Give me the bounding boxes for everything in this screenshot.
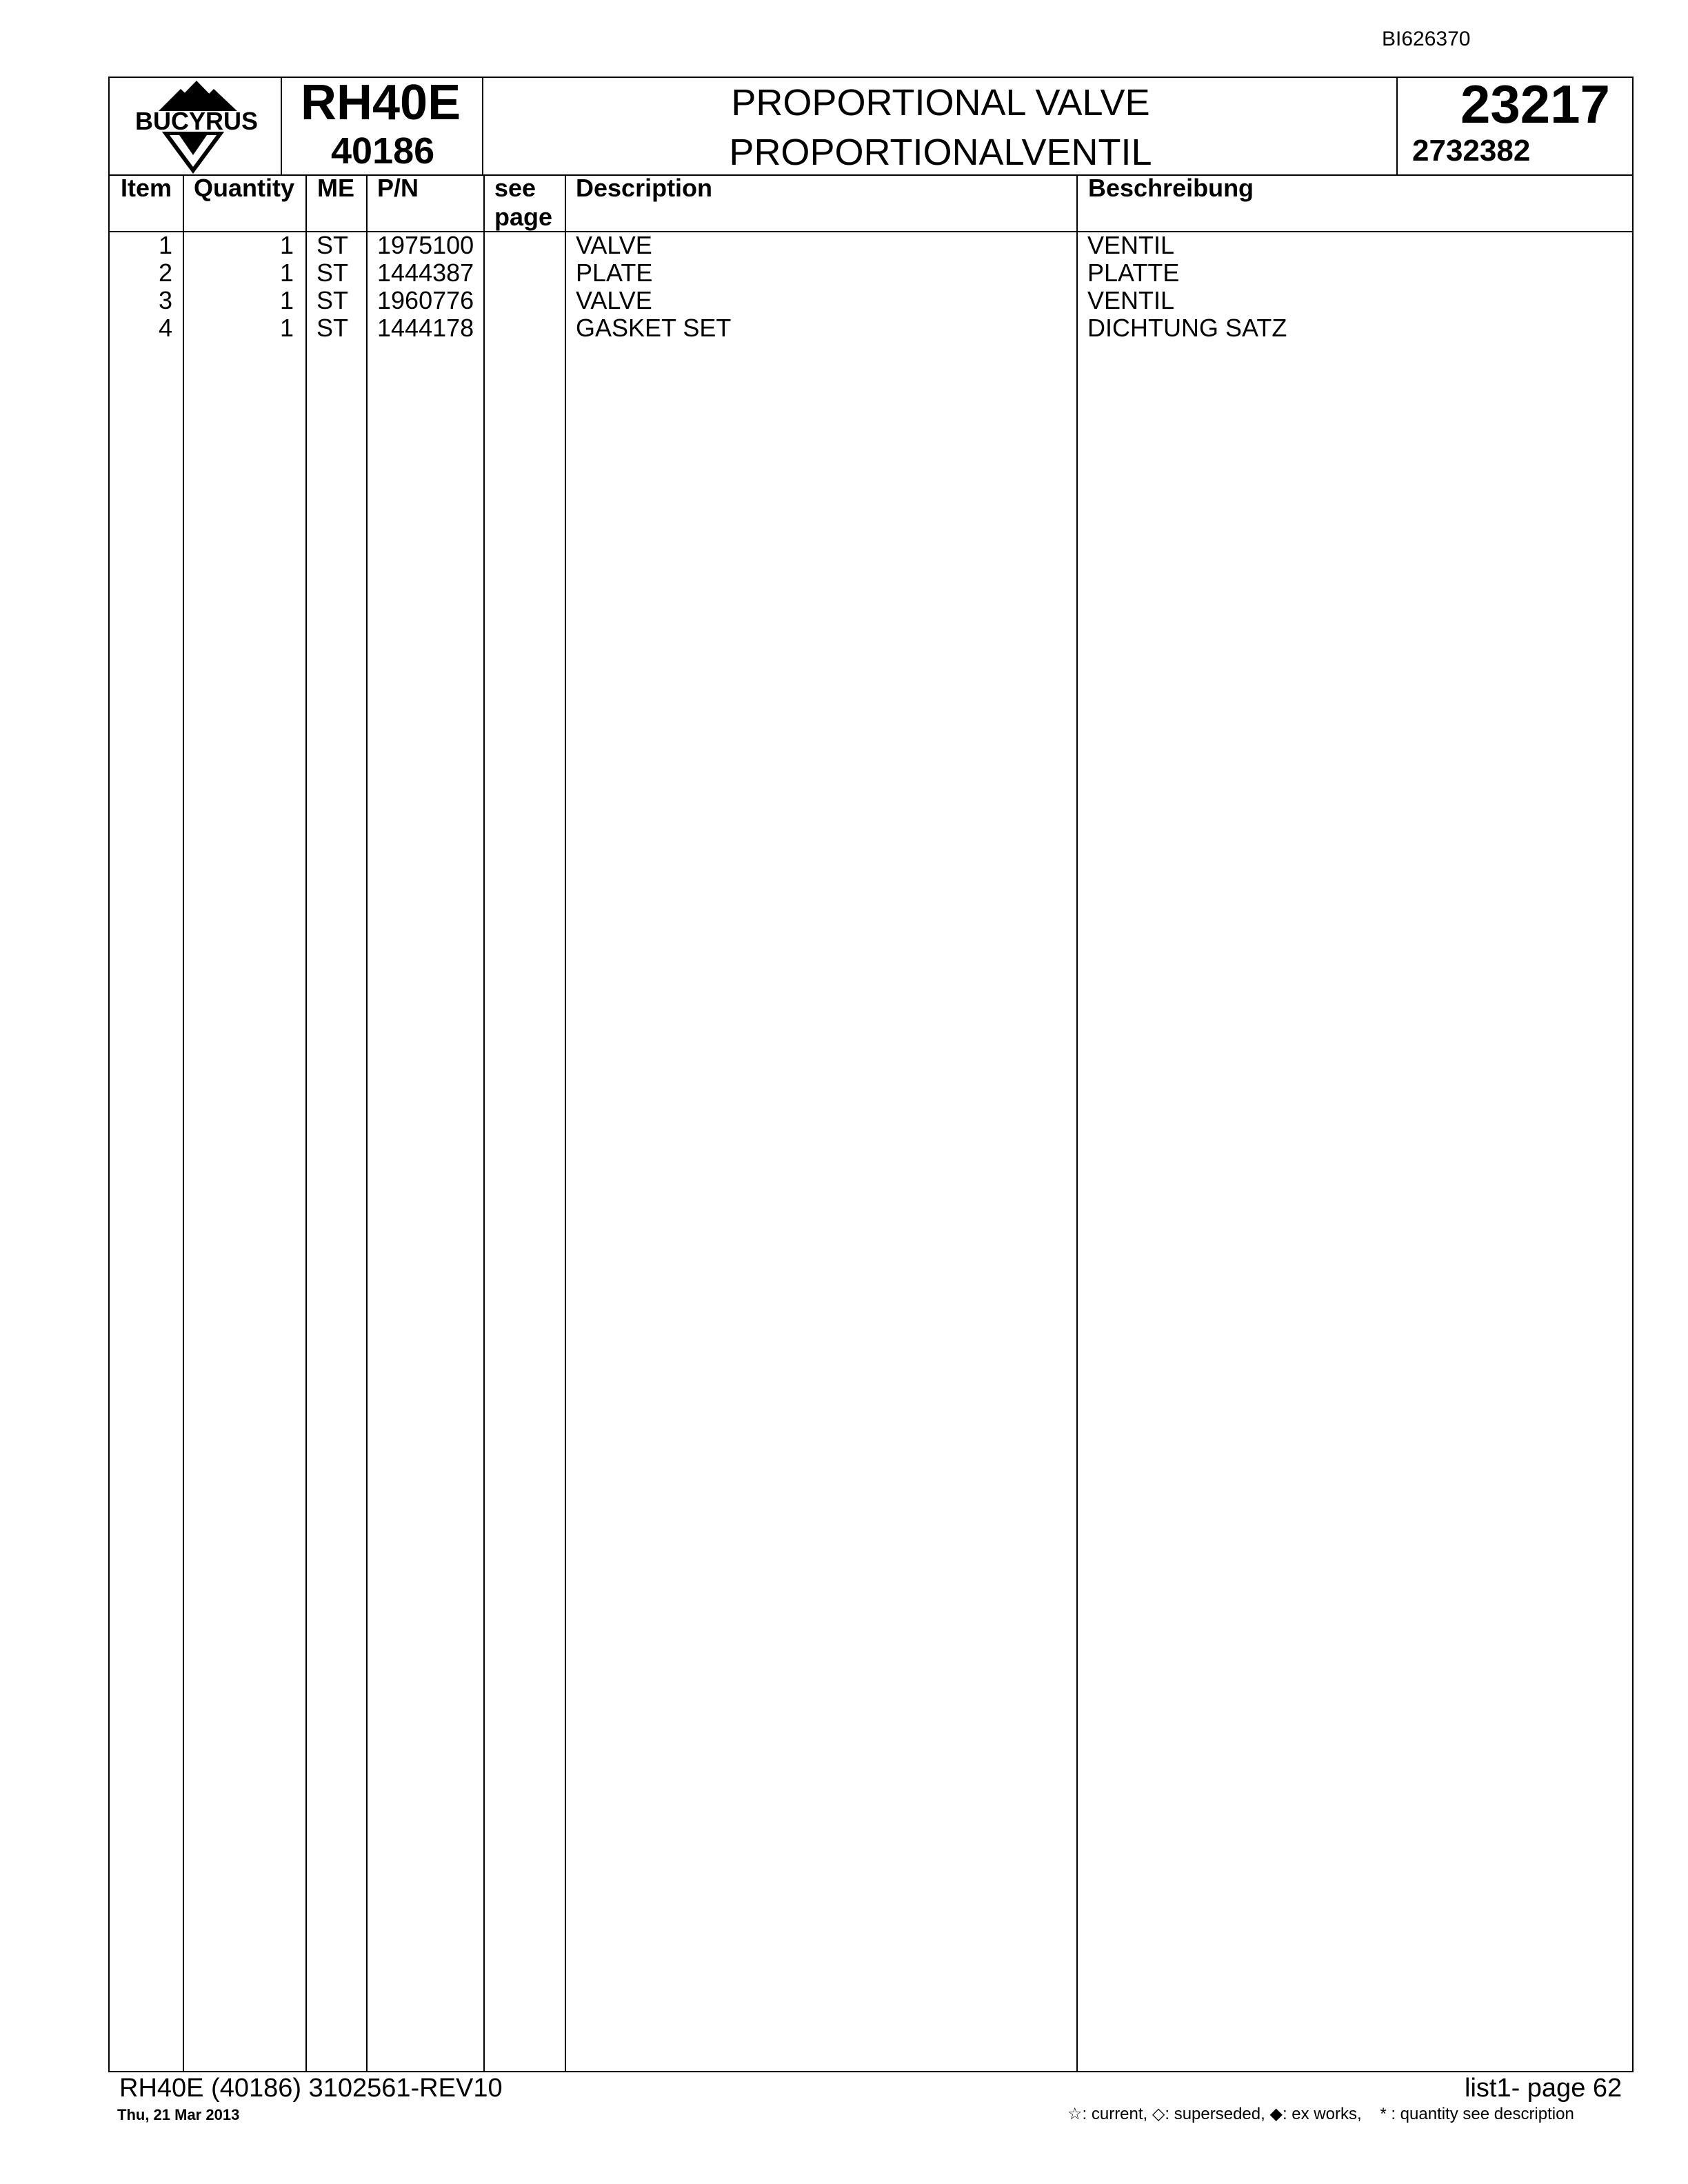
col-header-item: Item	[121, 174, 172, 202]
ident-number: 2732382	[1412, 134, 1531, 168]
legend-superseded: : superseded,	[1165, 2105, 1265, 2123]
serial-number: 40186	[331, 130, 435, 172]
row-me: ST	[316, 286, 349, 314]
header-vline-model	[482, 78, 483, 174]
col-line-quantity	[305, 174, 307, 2071]
col-header-page: page	[494, 203, 553, 231]
row-description: VALVE	[576, 231, 652, 259]
legend-ex-works: : ex works,	[1282, 2105, 1362, 2123]
row-pn: 1444178	[377, 314, 474, 342]
row-beschreibung: DICHTUNG SATZ	[1087, 314, 1287, 342]
logo-text: BUCYRUS	[134, 107, 259, 135]
header-vline-logo	[281, 78, 282, 174]
col-header-quantity: Quantity	[194, 174, 295, 202]
row-item: 2	[158, 259, 172, 287]
footer-date: Thu, 21 Mar 2013	[117, 2106, 240, 2123]
row-quantity: 1	[279, 286, 294, 314]
star-outline-icon: ☆	[1067, 2105, 1083, 2123]
row-description: VALVE	[576, 286, 652, 314]
row-description: GASKET SET	[576, 314, 732, 342]
row-quantity: 1	[279, 259, 294, 287]
parts-list-frame	[108, 77, 1634, 2072]
col-line-me	[366, 174, 368, 2071]
diamond-outline-icon: ◇	[1152, 2105, 1165, 2123]
row-me: ST	[316, 231, 349, 259]
row-beschreibung: PLATTE	[1087, 259, 1180, 287]
row-item: 3	[158, 286, 172, 314]
col-line-see-page	[565, 174, 566, 2071]
document-id: BI626370	[1382, 28, 1471, 50]
row-description: PLATE	[576, 259, 653, 287]
footer-doc-ref: RH40E (40186) 3102561-REV10	[119, 2074, 503, 2103]
diamond-filled-icon: ◆	[1269, 2105, 1283, 2123]
row-item: 1	[158, 231, 172, 259]
row-me: ST	[316, 314, 349, 342]
row-quantity: 1	[279, 314, 294, 342]
col-header-pn: P/N	[377, 174, 419, 202]
row-quantity: 1	[279, 231, 294, 259]
header-vline-title	[1396, 78, 1398, 174]
col-line-description	[1076, 174, 1078, 2071]
col-line-pn	[483, 174, 485, 2071]
group-number: 23217	[1460, 74, 1610, 134]
col-line-item	[183, 174, 184, 2071]
row-pn: 1975100	[377, 231, 474, 259]
footer-page-number: list1- page 62	[1465, 2074, 1622, 2103]
row-pn: 1444387	[377, 259, 474, 287]
footer-legend	[1067, 2104, 1574, 2124]
row-pn: 1960776	[377, 286, 474, 314]
col-header-description: Description	[576, 174, 713, 202]
page-title-de: PROPORTIONALVENTIL	[729, 132, 1152, 173]
row-item: 4	[158, 314, 172, 342]
col-header-see: see	[494, 174, 536, 202]
row-me: ST	[316, 259, 349, 287]
col-header-beschreibung: Beschreibung	[1088, 174, 1254, 202]
page-title-en: PROPORTIONAL VALVE	[731, 82, 1150, 123]
bucyrus-logo	[117, 79, 276, 176]
legend-current: : current,	[1082, 2105, 1148, 2123]
model-number: RH40E	[301, 75, 461, 130]
legend-quantity: * : quantity see description	[1380, 2105, 1574, 2123]
row-beschreibung: VENTIL	[1087, 286, 1175, 314]
row-beschreibung: VENTIL	[1087, 231, 1175, 259]
col-header-me: ME	[317, 174, 354, 202]
